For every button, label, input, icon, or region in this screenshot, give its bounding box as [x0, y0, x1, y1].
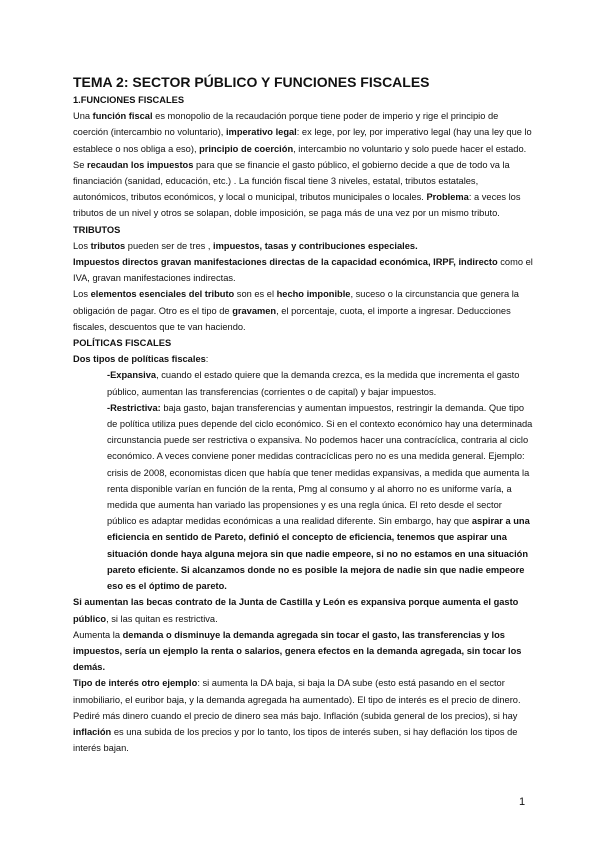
- paragraph-dos-tipos: Dos tipos de políticas fiscales:: [73, 354, 209, 365]
- paragraph-impuestos: Impuestos directos gravan manifestaciones directas de la capacidad económica, IRPF, indirecto como el IVA, gravan manifestaciones indirectas.: [73, 257, 533, 284]
- section-heading-tributos: TRIBUTOS: [73, 224, 121, 235]
- list-item-restrictiva: -Restrictiva: baja gasto, bajan transferencias y aumentan impuestos, restringir la demanda. Que tipo de política utiliza pues depende del ciclo económico. Si en el contexto económico hay una determinada circunstancia puede ser restrictiva o expansiva. No podemos hacer una contracíclica, contraria al ciclo económico. A veces conviene poner medidas contracíclicas pero no es una medida general. Ejemplo: crisis de 2008, economistas dicen que había que tener medidas expansivas, a medida que aumenta la renta disponible varían en función de la renta, Pmg al consumo y al ahorro no es uniforme varía, a medida que aumenta han variado las propensiones y es una regla única. El reto desde el sector público es adaptar medidas económicas a una realidad diferente. Sin embargo, hay que aspirar a una eficiencia en sentido de Pareto, definió el concepto de eficiencia, tenemos que aspirar una situación donde haya alguna mejora sin que nadie empeore, si no no estamos en una situación pareto eficiente. Si alcanzamos donde no es posible la mejora de nadie sin que nadie empeore eso es el óptimo de pareto.: [107, 402, 533, 592]
- paragraph-elementos: Los elementos esenciales del tributo son es el hecho imponible, suceso o la circunstancia que genera la obligación de pagar. Otro es el tipo de gravamen, el porcentaje, cuota, el importe a ingresar. Deducciones fiscales, descuentos que te van haciendo.: [73, 289, 519, 332]
- page-title: TEMA 2: SECTOR PÚBLICO Y FUNCIONES FISCALES: [73, 74, 430, 90]
- document-body: [73, 73, 533, 756]
- section-heading-politicas: POLÍTICAS FISCALES: [73, 338, 172, 349]
- paragraph-becas: Si aumentan las becas contrato de la Junta de Castilla y León es expansiva porque aumenta el gasto público, si las quitan es restrictiva.: [73, 597, 519, 624]
- politicas-list: [107, 367, 533, 594]
- paragraph-tributos: Los tributos pueden ser de tres , impuestos, tasas y contribuciones especiales.: [73, 240, 418, 251]
- paragraph-demanda: Aumenta la demanda o disminuye la demanda agregada sin tocar el gasto, las transferencias y los impuestos, sería un ejemplo la renta o salarios, genera efectos en la demanda agregada, sin tocar los demás.: [73, 629, 522, 673]
- section-heading-funciones: 1.FUNCIONES FISCALES: [73, 95, 185, 105]
- list-item-expansiva: -Expansiva, cuando el estado quiere que la demanda crezca, es la medida que incrementa el gasto público, aumentan las transferencias (corrientes o de capital) y bajar impuestos.: [107, 370, 520, 397]
- page-number: 1: [519, 796, 526, 808]
- paragraph-tipo-interes: Tipo de interés otro ejemplo: si aumenta la DA baja, si baja la DA sube (esto está pasando en el sector inmobiliario, el euribor baja, y la demanda agregada ha aumentado). El tipo de interés es el precio de dinero. Pediré más dinero cuando el precio de dinero sea más bajo. Inflación (subida general de los precios), si hay inflación es una subida de los precios y por lo tanto, los tipos de interés suben, si hay deflación los tipos de interés bajan.: [73, 678, 521, 754]
- paragraph-funcion-fiscal: Una función fiscal es monopolio de la recaudación porque tiene poder de imperio y rige el principio de coerción (intercambio no voluntario), imperativo legal: ex lege, por ley, por imperativo legal (hay una ley que lo establece o nos obliga a eso), principio de coerción, intercambio no voluntario y solo puede hacer el estado. Se recaudan los impuestos para que se financie el gasto público, el gobierno decide a que de todo va la financiación (sanidad, educación, etc.) . La función fiscal tiene 3 niveles, estatal, tributos estatales, autonómicos, tributos económicos, y local o municipal, tributos municipales o locales. Problema: a veces los tributos de un nivel y otros se solapan, doble imposición, se paga más de una vez por un mismo tributo.: [73, 111, 532, 219]
